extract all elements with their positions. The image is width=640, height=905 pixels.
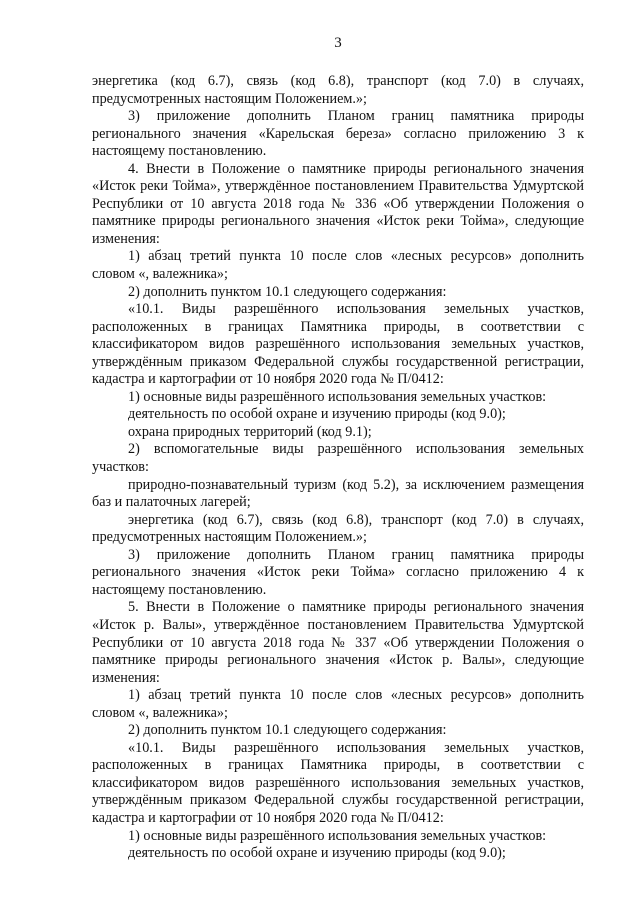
paragraph: 4. Внести в Положение о памятнике природы регионального значения «Исток реки Тойма», утверждённое постановлением Правительства Удмуртской Республики от 10 августа 2018 года № 336 «Об утверждении Положения о памятнике природы регионального значения «Исток реки Тойма», следующие изменения: [92, 160, 584, 247]
paragraph: 1) основные виды разрешённого использования земельных участков: [128, 388, 547, 405]
paragraph: энергетика (код 6.7), связь (код 6.8), транспорт (код 7.0) в случаях, предусмотренных настоящим Положением.»; [92, 511, 584, 546]
paragraph: деятельность по особой охране и изучению природы (код 9.0); [128, 845, 506, 862]
document-body [92, 73, 584, 863]
paragraph: деятельность по особой охране и изучению природы (код 9.0); [128, 406, 506, 423]
paragraph: 2) вспомогательные виды разрешённого использования земельных участков: [92, 441, 584, 476]
paragraph: 1) абзац третий пункта 10 после слов «лесных ресурсов» дополнить словом «, валежника»; [92, 687, 584, 721]
paragraph: 1) основные виды разрешённого использования земельных участков: [128, 827, 547, 844]
paragraph: «10.1. Виды разрешённого использования земельных участков, расположенных в границах Памятника природы, в соответствии с классификатором видов разрешённого использования земельных участков, утверждённым приказом Федеральной службы государственной регистрации, кадастра и картографии от 10 ноября 2020 года № П/0412: [92, 739, 584, 826]
paragraph: «10.1. Виды разрешённого использования земельных участков, расположенных в границах Памятника природы, в соответствии с классификатором видов разрешённого использования земельных участков, утверждённым приказом Федеральной службы государственной регистрации, кадастра и картографии от 10 ноября 2020 года № П/0412: [92, 301, 584, 388]
page-number: 3 [334, 35, 342, 51]
paragraph: 5. Внести в Положение о памятнике природы регионального значения «Исток р. Валы», утверждённое постановлением Правительства Удмуртской Республики от 10 августа 2018 года № 337 «Об утверждении Положения о памятнике природы регионального значения «Исток р. Валы», следующие изменения: [92, 599, 584, 686]
paragraph: природно-познавательный туризм (код 5.2), за исключением размещения баз и палаточных лагерей; [92, 476, 584, 511]
paragraph: 2) дополнить пунктом 10.1 следующего содержания: [128, 722, 447, 739]
paragraph: 1) абзац третий пункта 10 после слов «лесных ресурсов» дополнить словом «, валежника»; [92, 248, 584, 283]
paragraph: охрана природных территорий (код 9.1); [128, 423, 372, 440]
paragraph: 3) приложение дополнить Планом границ памятника природы регионального значения «Исток реки Тойма» согласно приложению 4 к настоящему постановлению. [92, 546, 584, 598]
paragraph-continuation: энергетика (код 6.7), связь (код 6.8), транспорт (код 7.0) в случаях, предусмотренных настоящим Положением.»; [92, 73, 584, 107]
paragraph: 3) приложение дополнить Планом границ памятника природы регионального значения «Карельская береза» согласно приложению 3 к настоящему постановлению. [92, 108, 584, 160]
paragraph: 2) дополнить пунктом 10.1 следующего содержания: [128, 283, 447, 300]
